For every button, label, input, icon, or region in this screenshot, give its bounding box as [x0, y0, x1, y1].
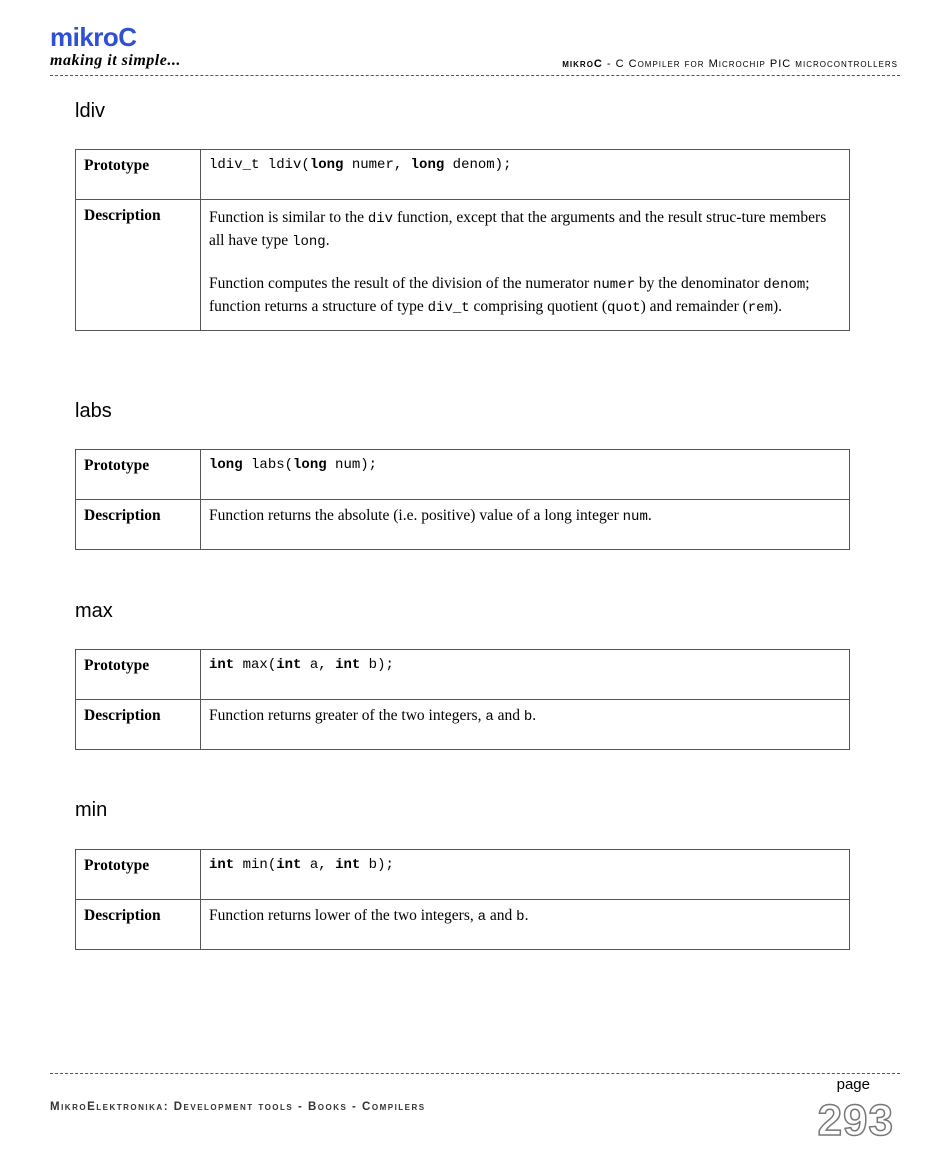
page-number: 293 — [817, 1096, 894, 1145]
brand-tagline: making it simple... — [50, 52, 181, 69]
section-title-max: max — [75, 600, 113, 622]
document-header-title — [562, 58, 898, 70]
footer-divider — [50, 1073, 900, 1074]
section-title-min: min — [75, 799, 108, 821]
function-table-min — [75, 849, 850, 950]
prototype-label: Prototype — [76, 150, 201, 200]
function-table-max — [75, 649, 850, 750]
prototype-label: Prototype — [76, 450, 201, 500]
description-label: Description — [76, 200, 201, 331]
header-divider — [50, 75, 900, 76]
section-title-ldiv: ldiv — [75, 100, 106, 122]
prototype-code-labs: long labs(long num); — [201, 450, 850, 500]
footer-publisher-text: MikroElektronika: Development tools - Books - Compilers — [50, 1101, 426, 1113]
description-max: Function returns greater of the two integers, a and b. — [201, 700, 850, 750]
prototype-code-min: int min(int a, int b); — [201, 850, 850, 900]
page-label: page — [836, 1076, 870, 1093]
description-min: Function returns lower of the two integers, a and b. — [201, 900, 850, 950]
header-title-brand: mikroC — [562, 58, 603, 70]
description-paragraph: Function computes the result of the division of the numerator numer by the denominator denom; function returns a structure of type div_t comprising quotient (quot) and remainder (rem). — [209, 275, 810, 316]
prototype-label: Prototype — [76, 650, 201, 700]
description-label: Description — [76, 700, 201, 750]
prototype-label: Prototype — [76, 850, 201, 900]
section-title-labs: labs — [75, 400, 112, 422]
description-labs: Function returns the absolute (i.e. positive) value of a long integer num. — [201, 500, 850, 550]
prototype-code-ldiv: ldiv_t ldiv(long numer, long denom); — [201, 150, 850, 200]
function-table-ldiv — [75, 149, 850, 331]
description-ldiv — [201, 200, 850, 331]
prototype-code-max: int max(int a, int b); — [201, 650, 850, 700]
description-label: Description — [76, 500, 201, 550]
brand-logo: mikroC — [50, 22, 137, 52]
description-label: Description — [76, 900, 201, 950]
function-table-labs — [75, 449, 850, 550]
description-paragraph: Function is similar to the div function, except that the arguments and the result struc-ture members all have type long. — [209, 209, 827, 250]
header-title-text: - C Compiler for Microchip PIC microcontrollers — [602, 58, 898, 70]
